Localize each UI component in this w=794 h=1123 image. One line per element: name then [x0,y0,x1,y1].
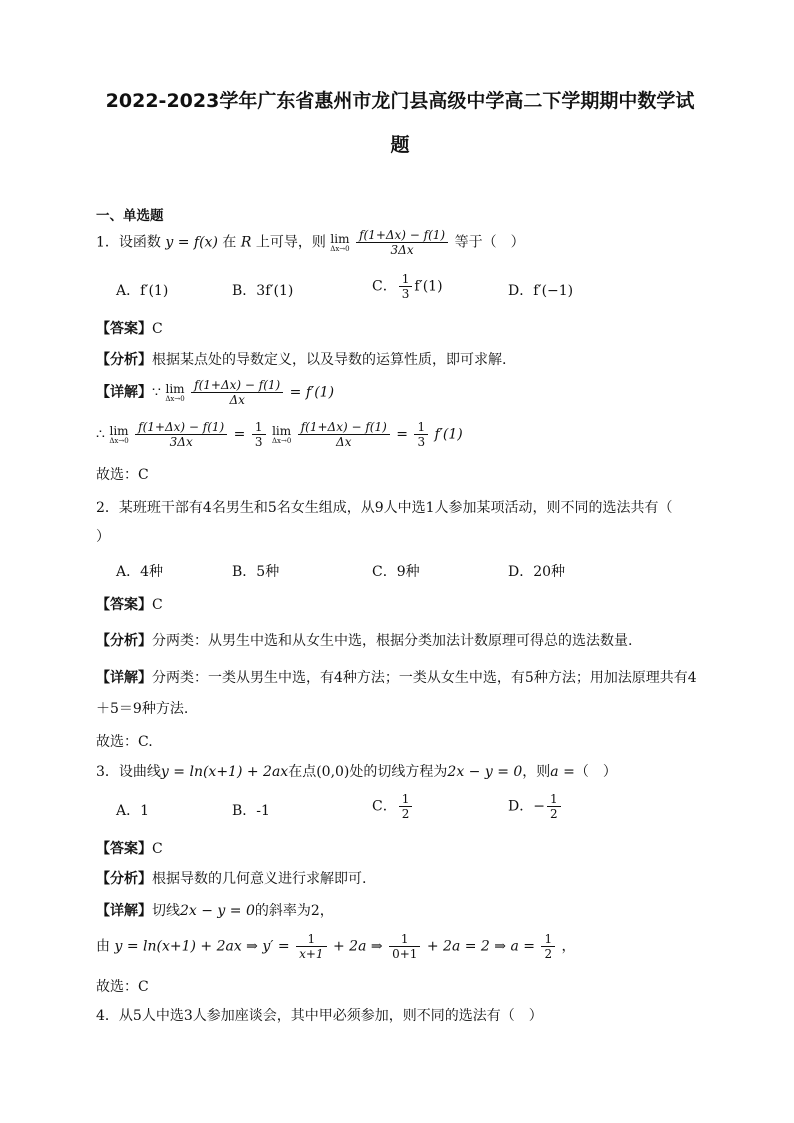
choose-3: 故选：C [96,979,149,995]
option-a: A．1 [116,803,150,819]
answer-3: 【答案】C [96,841,163,857]
detail-3-cont: 由 y = ln(x+1) + 2ax ⇒ y′ = $\frac{1}{x+1}$ + 2a ⇒ $\frac{1}{0+1}$ + 2a = 2 ⇒ a = $\frac{1}{2}$ ， [96,932,576,961]
question-2-stem: 2．某班班干部有4名男生和5名女生组成，从9人中选1人参加某项活动，则不同的选法共有（ [96,500,673,516]
page-title: 2022-2023学年广东省惠州市龙门县高级中学高二下学期期中数学试 [105,90,695,112]
option-c: C．9种 [372,564,420,580]
detail-2: 【详解】分两类：一类从男生中选，有4种方法；一类从女生中选，有5种方法；用加法原理共有4 [96,670,697,686]
option-d: D．− $\frac{1}{2}$ [508,792,563,821]
question-1-stem: 1．设函数 y = f(x) 在 R 上可导，则 lim Δx→0 $\frac{f(1+\Delta x) - f(1)}{3\Delta x}$ 等于（ ） [96,228,525,257]
limit-symbol: lim Δx→0 [330,231,350,253]
choose-1: 故选：C [96,467,149,483]
detail-3: 【详解】切线2x − y = 0的斜率为2， [96,903,334,919]
question-3-stem: 3．设曲线y = ln(x+1) + 2ax在点(0,0)处的切线方程为2x − y = 0，则a =（ ） [96,764,617,780]
analysis-1: 【分析】根据某点处的导数定义，以及导数的运算性质，即可求解. [96,352,507,368]
detail-2-cont: ＋5＝9种方法. [96,701,189,717]
option-d: D．f′(−1) [508,283,574,299]
question-2-stem-cont: ） [96,529,110,545]
page-title-cont: 题 [390,134,410,156]
choose-2: 故选：C. [96,734,153,750]
option-c: C． $\frac{1}{2}$ [372,792,414,821]
detail-1-line-1: 【详解】∵ lim Δx→0 $\frac{f(1+\Delta x) - f(1)}{\Delta x}$ = f′(1) [96,378,335,407]
analysis-2: 【分析】分两类：从男生中选和从女生中选，根据分类加法计数原理可得总的选法数量. [96,633,633,649]
detail-1-line-2: ∴ lim Δx→0 $\frac{f(1+\Delta x) - f(1)}{3\Delta x}$ = $\frac{1}{3}$ lim Δx→0 $\frac{f(1+\Delta x) - f(1)}{\Delta x}$ = $\frac{1}{3}$ f′(1) [96,420,463,449]
option-b: B．5种 [232,564,280,580]
question-4-stem: 4．从5人中选3人参加座谈会，其中甲必须参加，则不同的选法有（ ） [96,1008,543,1024]
option-c: C． $\frac{1}{3}$ f′(1) [372,272,443,301]
fraction: $\frac{f(1+\Delta x) - f(1)}{3\Delta x}$ [356,228,448,257]
option-a: A．f′(1) [116,283,169,299]
option-b: B．3f′(1) [232,283,294,299]
answer-1: 【答案】C [96,321,163,337]
analysis-3: 【分析】根据导数的几何意义进行求解即可. [96,871,367,887]
section-heading: 一、单选题 [96,208,164,224]
option-a: A．4种 [116,564,164,580]
answer-2: 【答案】C [96,597,163,613]
option-d: D．20种 [508,564,566,580]
option-b: B．-1 [232,803,270,819]
